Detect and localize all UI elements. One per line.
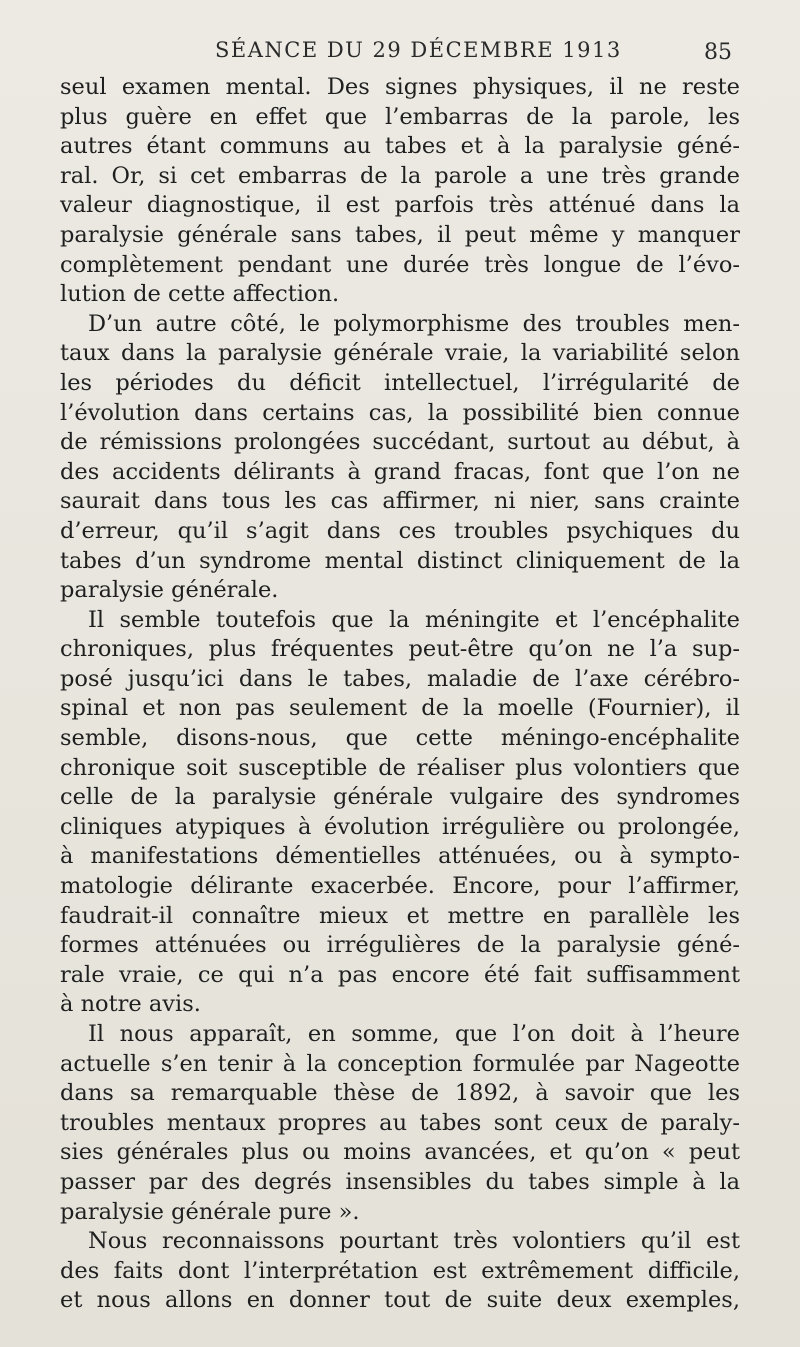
text-line: Nous reconnaissons pourtant très volontiers qu’il est: [88, 1228, 740, 1255]
text-line: Il semble toutefois que la méningite et l’encéphalite: [88, 606, 740, 633]
text-line: matologie délirante exacerbée. Encore, pour l’affirmer,: [60, 873, 740, 900]
text-line: passer par des degrés insensibles du tabes simple à la: [60, 1168, 740, 1195]
text-line: des accidents délirants à grand fracas, font que l’on ne: [60, 458, 740, 485]
text-line: l’évolution dans certains cas, la possibilité bien connue: [60, 399, 740, 426]
text-line: et nous allons en donner tout de suite deux exemples,: [60, 1287, 740, 1314]
page-number: 85: [704, 40, 732, 65]
running-title: SÉANCE DU 29 DÉCEMBRE 1913: [215, 38, 622, 62]
text-line: sies générales plus ou moins avancées, et qu’on « peut: [60, 1139, 740, 1166]
text-line: complètement pendant une durée très longue de l’évo-: [60, 251, 740, 278]
page-header: [60, 38, 740, 78]
text-line: spinal et non pas seulement de la moelle (Fournier), il: [60, 695, 740, 722]
text-line: faudrait-il connaître mieux et mettre en parallèle les: [60, 902, 740, 929]
text-line: saurait dans tous les cas affirmer, ni nier, sans crainte: [60, 488, 740, 515]
text-line: de rémissions prolongées succédant, surtout au début, à: [60, 429, 740, 456]
text-line: posé jusqu’ici dans le tabes, maladie de l’axe cérébro-: [60, 665, 740, 692]
text-line: paralysie générale sans tabes, il peut même y manquer: [60, 221, 740, 248]
text-line: chroniques, plus fréquentes peut-être qu’on ne l’a sup-: [60, 636, 740, 663]
text-line: ral. Or, si cet embarras de la parole a une très grande: [60, 162, 740, 189]
text-line: dans sa remarquable thèse de 1892, à savoir que les: [60, 1080, 740, 1107]
text-line: à notre avis.: [60, 991, 201, 1018]
text-line: chronique soit susceptible de réaliser plus volontiers que: [60, 754, 740, 781]
text-line: rale vraie, ce qui n’a pas encore été fait suffisamment: [60, 961, 740, 988]
text-line: d’erreur, qu’il s’agit dans ces troubles psychiques du: [60, 517, 740, 544]
body-text: [60, 73, 740, 1316]
text-line: seul examen mental. Des signes physiques, il ne reste: [60, 74, 740, 100]
text-line: à manifestations démentielles atténuées, ou à sympto-: [60, 843, 740, 870]
text-line: actuelle s’en tenir à la conception formulée par Nageotte: [60, 1050, 740, 1077]
text-line: autres étant communs au tabes et à la paralysie géné-: [60, 133, 740, 160]
text-line: Il nous apparaît, en somme, que l’on doit à l’heure: [88, 1021, 740, 1047]
text-line: les périodes du déficit intellectuel, l’irrégularité de: [60, 369, 740, 396]
text-line: formes atténuées ou irrégulières de la paralysie géné-: [60, 932, 740, 959]
text-line: des faits dont l’interprétation est extrêmement difficile,: [60, 1257, 740, 1284]
text-line: taux dans la paralysie générale vraie, la variabilité selon: [60, 340, 740, 367]
text-line: cliniques atypiques à évolution irrégulière ou prolongée,: [60, 813, 740, 840]
text-line: paralysie générale.: [60, 577, 279, 604]
text-line: celle de la paralysie générale vulgaire des syndromes: [60, 784, 740, 811]
text-line: troubles mentaux propres au tabes sont ceux de paraly-: [60, 1109, 740, 1136]
text-line: paralysie générale pure ».: [60, 1198, 360, 1225]
text-line: semble, disons-nous, que cette méningo-encéphalite: [60, 725, 740, 752]
text-line: tabes d’un syndrome mental distinct cliniquement de la: [60, 547, 740, 574]
text-line: lution de cette affection.: [60, 281, 340, 308]
text-line: plus guère en effet que l’embarras de la parole, les: [60, 103, 740, 130]
text-line: valeur diagnostique, il est parfois très atténué dans la: [60, 192, 740, 219]
text-line: D’un autre côté, le polymorphisme des troubles men-: [88, 310, 740, 337]
